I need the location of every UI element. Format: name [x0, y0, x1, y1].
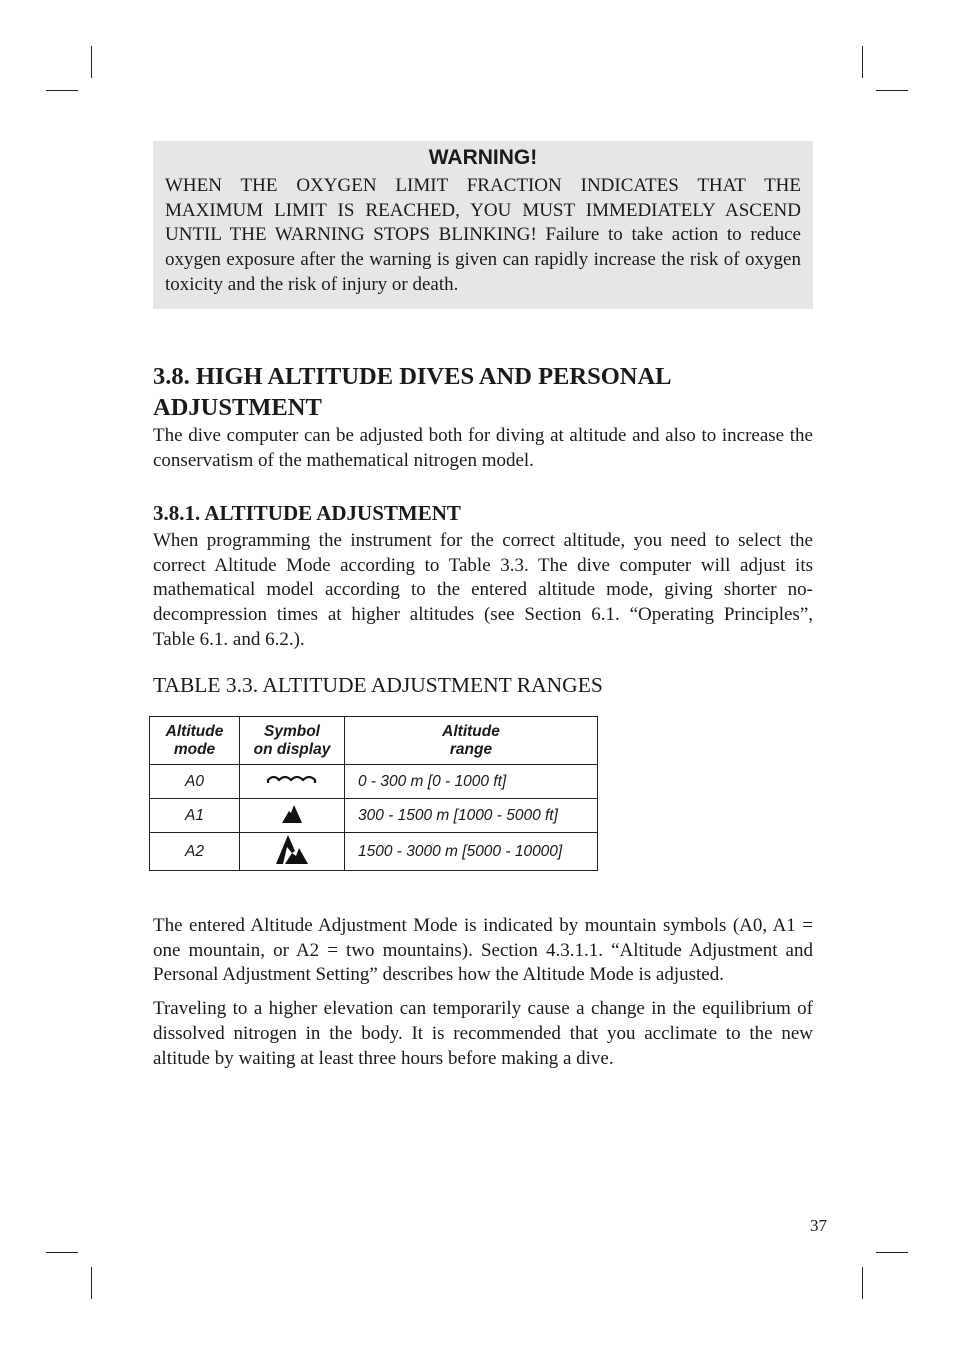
table-row [150, 833, 598, 871]
altitude-table [149, 716, 598, 871]
paragraph-altitude-mode: The entered Altitude Adjustment Mode is indicated by mountain symbols (A0, A1 = one mountain, or A2 = two mountains). Section 4.3.1.1. “Altitude Adjustment and Personal Adjustment Setting” describes how the Altitude Mode is adjusted. [153, 915, 813, 986]
one-mountain-icon [280, 802, 304, 824]
crop-mark [91, 1267, 92, 1299]
crop-mark [876, 90, 908, 91]
range-cell: 0 - 300 m [0 - 1000 ft] [345, 765, 598, 799]
warning-text: WHEN THE OXYGEN LIMIT FRACTION INDICATES THAT THE MAXIMUM LIMIT IS REACHED, YOU MUST IMMEDIATELY ASCEND UNTIL THE WARNING STOPS BLINKING! Failure to take action to reduce oxygen exposure after the warning is given can rapidly increase the risk of oxygen toxicity and the risk of injury or death. [165, 175, 801, 295]
wave-icon [266, 771, 318, 787]
table-row [150, 799, 598, 833]
range-cell: 300 - 1500 m [1000 - 5000 ft] [345, 799, 598, 833]
crop-mark [46, 90, 78, 91]
table-row [150, 765, 598, 799]
mode-cell: A1 [150, 799, 240, 833]
symbol-cell [240, 799, 345, 833]
warning-box [153, 141, 813, 309]
header-altitude-mode: Altitude mode [150, 717, 240, 765]
subsection-paragraph: When programming the instrument for the correct altitude, you need to select the correct Altitude Mode according to Table 3.3. The dive computer will adjust its mathematical model according to the entered altitude mode, giving shorter no-decompression times at higher altitudes (see Section 6.1. “Operating Principles”, Table 6.1. and 6.2.). [153, 530, 813, 650]
crop-mark [862, 1267, 863, 1299]
section-block [153, 361, 813, 473]
crop-mark [46, 1252, 78, 1253]
section-heading: 3.8. HIGH ALTITUDE DIVES AND PERSONAL ADJUSTMENT [153, 363, 671, 421]
table-header-row [150, 717, 598, 765]
page-number: 37 [810, 1216, 827, 1235]
mode-cell: A2 [150, 833, 240, 871]
subsection-heading: 3.8.1. ALTITUDE ADJUSTMENT [153, 501, 461, 525]
header-symbol: Symbol on display [240, 717, 345, 765]
crop-mark [91, 46, 92, 78]
paragraph-acclimate: Traveling to a higher elevation can temporarily cause a change in the equilibrium of dissolved nitrogen in the body. It is recommended that you acclimate to the new altitude by waiting at least three hours before making a dive. [153, 998, 813, 1069]
range-cell: 1500 - 3000 m [5000 - 10000] [345, 833, 598, 871]
crop-mark [876, 1252, 908, 1253]
mode-cell: A0 [150, 765, 240, 799]
header-altitude-range: Altitude range [345, 717, 598, 765]
two-mountains-icon [275, 833, 309, 865]
table-title-block [153, 672, 813, 698]
section-intro: The dive computer can be adjusted both for diving at altitude and also to increase the conservatism of the mathematical nitrogen model. [153, 425, 813, 471]
crop-mark [862, 46, 863, 78]
symbol-cell [240, 765, 345, 799]
warning-title: WARNING! [428, 146, 538, 169]
closing-block [153, 914, 813, 1071]
subsection-block [153, 500, 813, 653]
symbol-cell [240, 833, 345, 871]
table-title: TABLE 3.3. ALTITUDE ADJUSTMENT RANGES [153, 673, 603, 697]
